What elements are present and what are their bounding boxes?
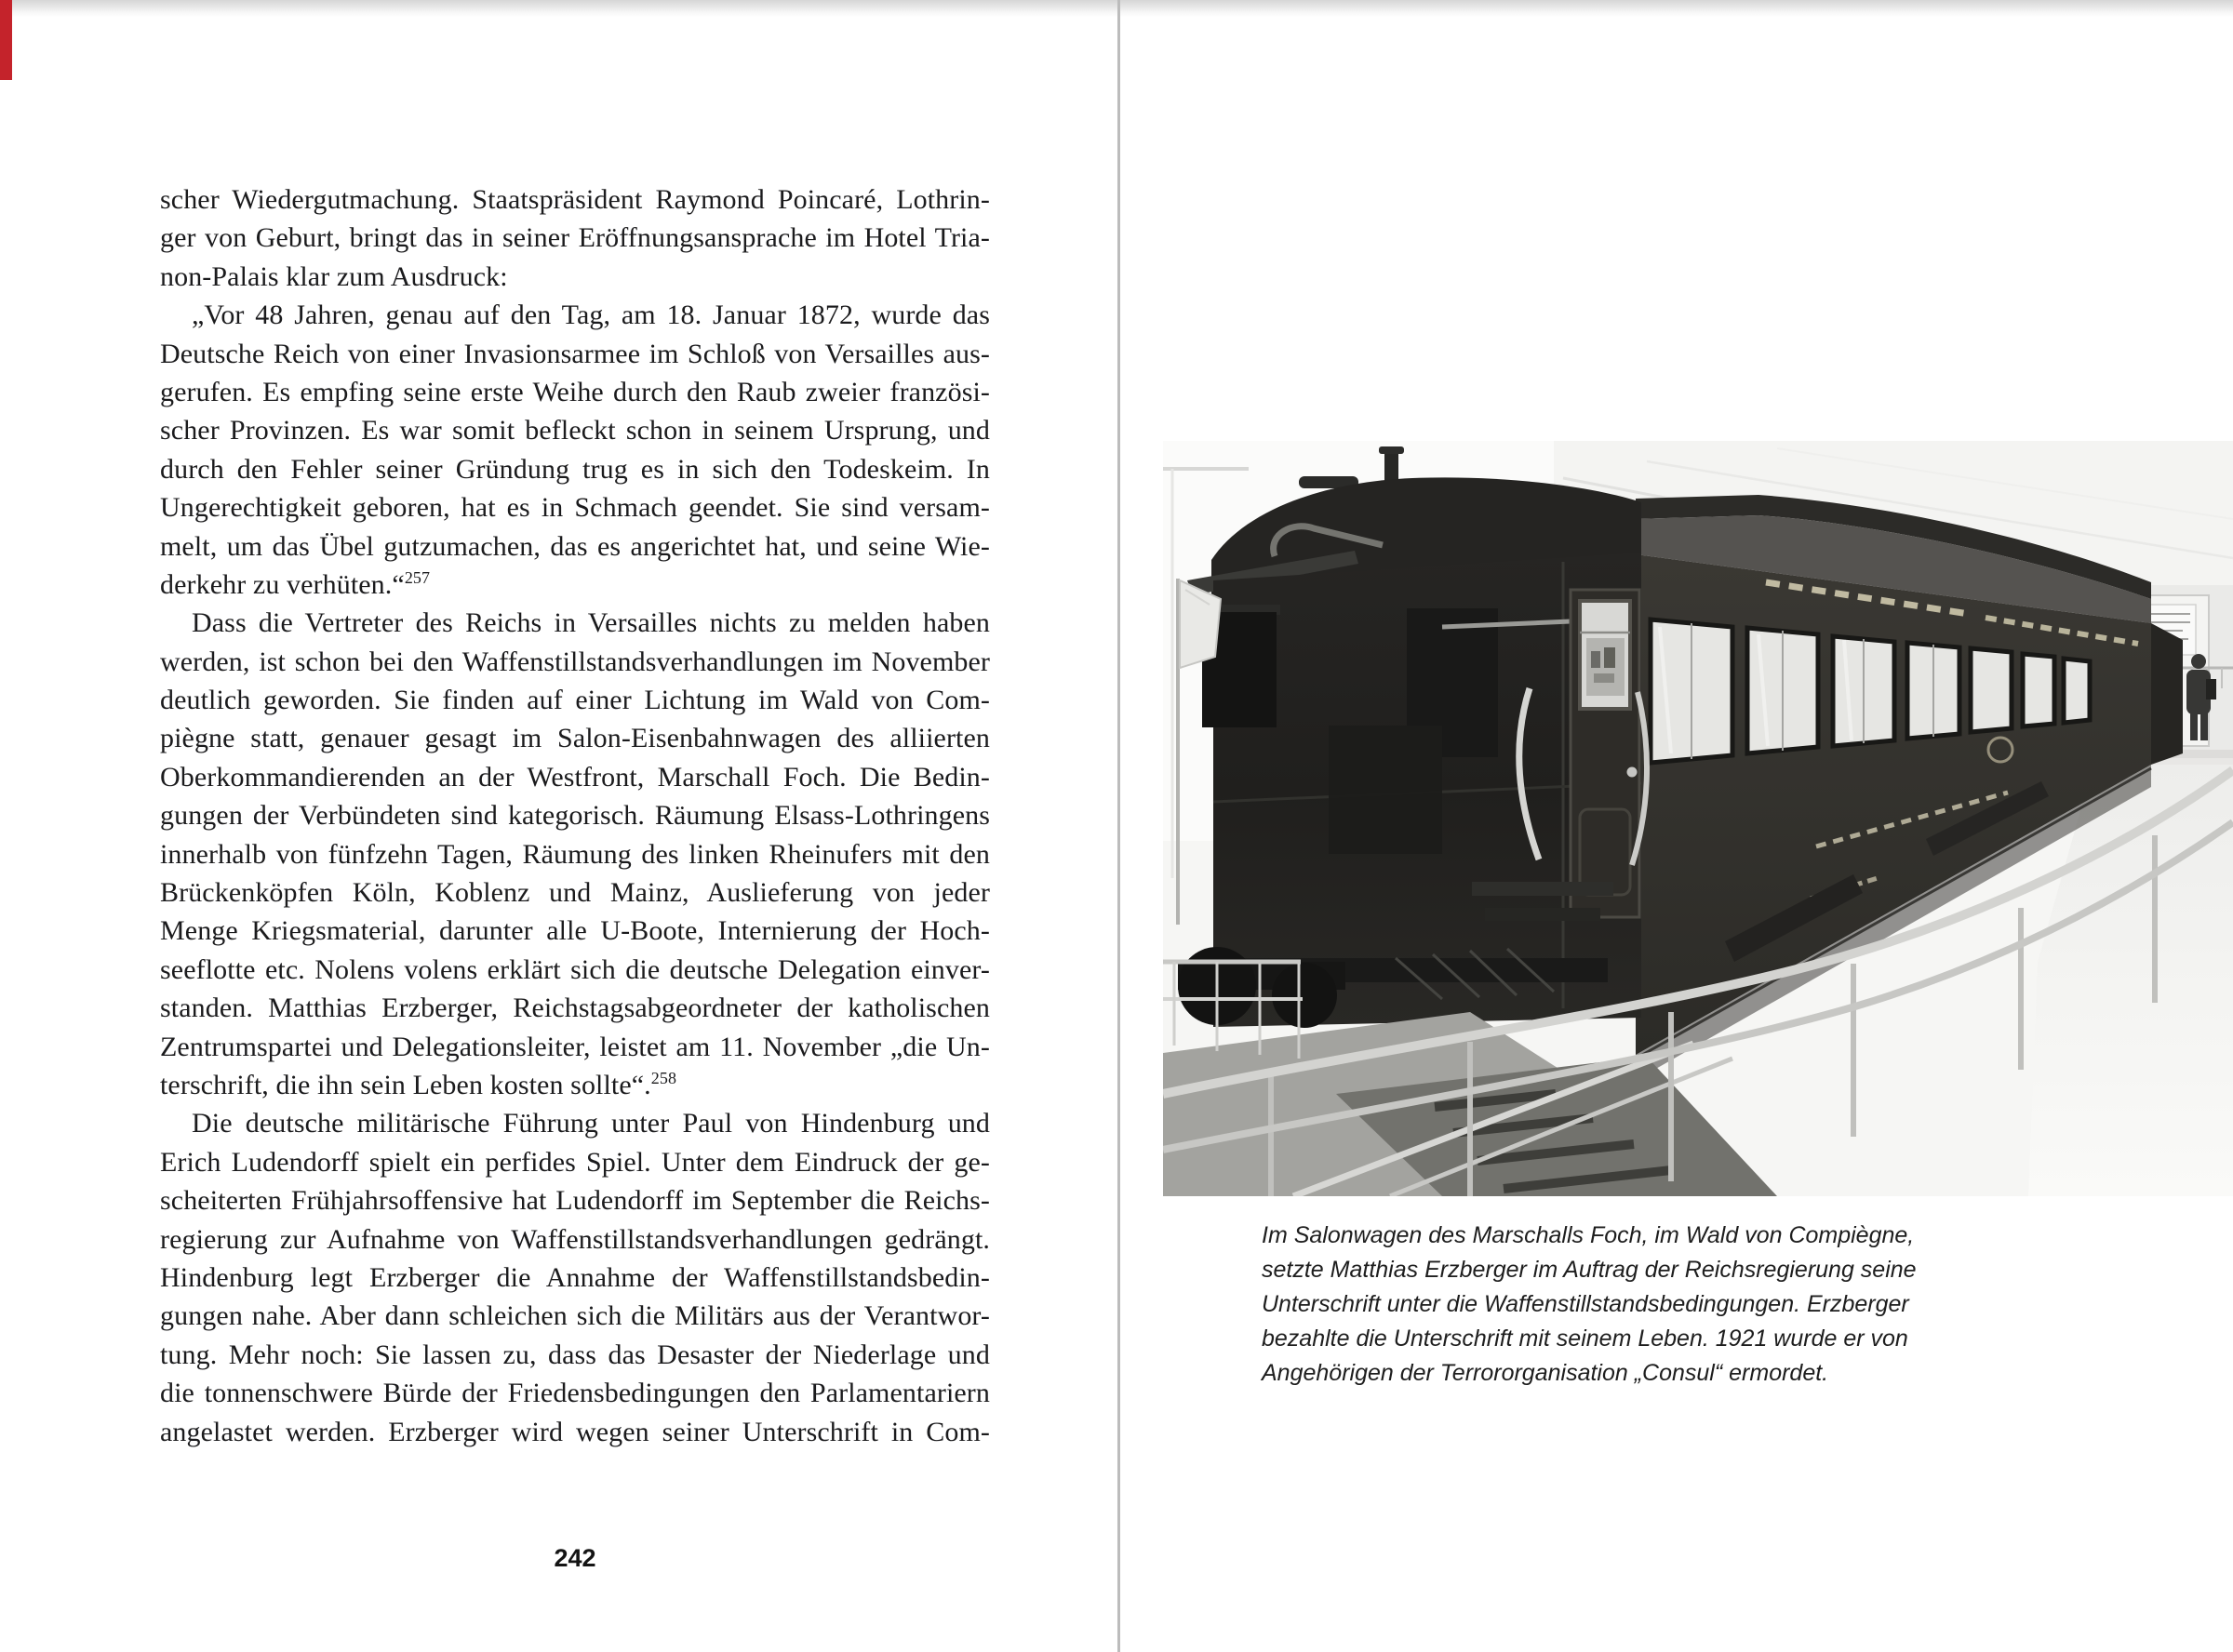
- top-edge-band: [0, 0, 2233, 17]
- body-line: innerhalb von fünfzehn Tagen, Räumung des linken Rheinufers mit den: [160, 838, 990, 870]
- body-line: Deutsche Reich von einer Invasionsarmee im Schloß von Versailles aus-: [160, 338, 990, 369]
- body-line: werden, ist schon bei den Waffenstillstandsverhandlungen im November: [160, 646, 990, 677]
- body-line: terschrift, die ihn sein Leben kosten sollte“.$^{258}$: [160, 1068, 677, 1100]
- body-line: Zentrumspartei und Delegationsleiter, leistet am 11. November „die Un-: [160, 1031, 990, 1062]
- caption-line: Unterschrift unter die Waffenstillstandsbedingungen. Erzberger: [1262, 1291, 1909, 1317]
- footnote-reference: 258: [650, 1068, 677, 1087]
- carriage-photo: [1163, 441, 2233, 1196]
- body-line: gerufen. Es empfing seine erste Weihe durch den Raub zweier französi-: [160, 376, 990, 407]
- body-line: durch den Fehler seiner Gründung trug es in sich den Todeskeim. In: [160, 453, 990, 485]
- carriage-photo-illustration: [1163, 441, 2233, 1196]
- body-line: piègne statt, genauer gesagt im Salon-Eisenbahnwagen des alliierten: [160, 723, 990, 754]
- body-line: ger von Geburt, bringt das in seiner Eröffnungsansprache im Hotel Tria-: [160, 222, 990, 254]
- body-line: scheiterten Frühjahrsoffensive hat Ludendorff im September die Reichs-: [160, 1185, 990, 1217]
- caption-line: Angehörigen der Terrororganisation „Consul“ ermordet.: [1262, 1360, 1829, 1386]
- body-line: standen. Matthias Erzberger, Reichstagsabgeordneter der katholischen: [160, 993, 990, 1024]
- body-line: Erich Ludendorff spielt ein perfides Spiel. Unter dem Eindruck der ge-: [160, 1146, 990, 1178]
- caption-line: setzte Matthias Erzberger im Auftrag der Reichsregierung seine: [1262, 1257, 1917, 1283]
- body-line: Dass die Vertreter des Reichs in Versailles nichts zu melden haben: [192, 607, 990, 639]
- page-number: 242: [554, 1544, 596, 1572]
- body-line: seeflotte etc. Nolens volens erklärt sich die deutsche Delegation einver-: [160, 953, 990, 985]
- body-line: Ungerechtigkeit geboren, hat es in Schmach geendet. Sie sind versam-: [160, 492, 990, 524]
- body-line: scher Wiedergutmachung. Staatspräsident Raymond Poincaré, Lothrin-: [160, 184, 990, 215]
- footnote-reference: 257: [404, 567, 431, 587]
- photo-caption: [1262, 1219, 1932, 1391]
- body-line: scher Provinzen. Es war somit befleckt schon in seinem Ursprung, und: [160, 415, 990, 446]
- caption-line: bezahlte die Unterschrift mit seinem Leben. 1921 wurde er von: [1262, 1326, 1908, 1352]
- body-line: „Vor 48 Jahren, genau auf den Tag, am 18. Januar 1872, wurde das: [192, 300, 990, 331]
- body-line: gungen nahe. Aber dann schleichen sich die Militärs aus der Verantwor-: [160, 1300, 990, 1332]
- page-gutter-divider: [1117, 0, 1120, 1652]
- body-line: deutlich geworden. Sie finden auf einer Lichtung im Wald von Com-: [160, 685, 990, 716]
- body-line: Die deutsche militärische Führung unter Paul von Hindenburg und: [192, 1108, 990, 1139]
- body-line: angelastet werden. Erzberger wird wegen seiner Unterschrift in Com-: [160, 1416, 990, 1447]
- caption-line: Im Salonwagen des Marschalls Foch, im Wald von Compiègne,: [1262, 1222, 1915, 1248]
- carriage-front: [1187, 446, 1647, 1027]
- body-line: Hindenburg legt Erzberger die Annahme der Waffenstillstandsbedin-: [160, 1261, 990, 1293]
- left-page-text: [160, 180, 990, 1451]
- body-line: non-Palais klar zum Ausdruck:: [160, 260, 508, 292]
- body-line: die tonnenschwere Bürde der Friedensbedingungen den Parlamentariern: [160, 1378, 990, 1409]
- carriage-door: [1571, 590, 1639, 917]
- body-line: Oberkommandierenden an der Westfront, Marschall Foch. Die Bedin-: [160, 761, 990, 793]
- body-line: Menge Kriegsmaterial, darunter alle U-Boote, Internierung der Hoch-: [160, 915, 990, 947]
- body-line: regierung zur Aufnahme von Waffenstillstandsverhandlungen gedrängt.: [160, 1223, 990, 1255]
- red-marker-bar: [0, 0, 12, 80]
- body-line: tung. Mehr noch: Sie lassen zu, dass das Desaster der Niederlage und: [160, 1339, 990, 1370]
- body-line: gungen der Verbündeten sind kategorisch. Räumung Elsass-Lothringens: [160, 800, 990, 832]
- body-line: derkehr zu verhüten.“$^{257}$: [160, 567, 431, 600]
- body-line: Brückenköpfen Köln, Koblenz und Mainz, Auslieferung von jeder: [160, 877, 990, 909]
- body-line: melt, um das Übel gutzumachen, das es angerichtet hat, und seine Wie-: [160, 530, 990, 562]
